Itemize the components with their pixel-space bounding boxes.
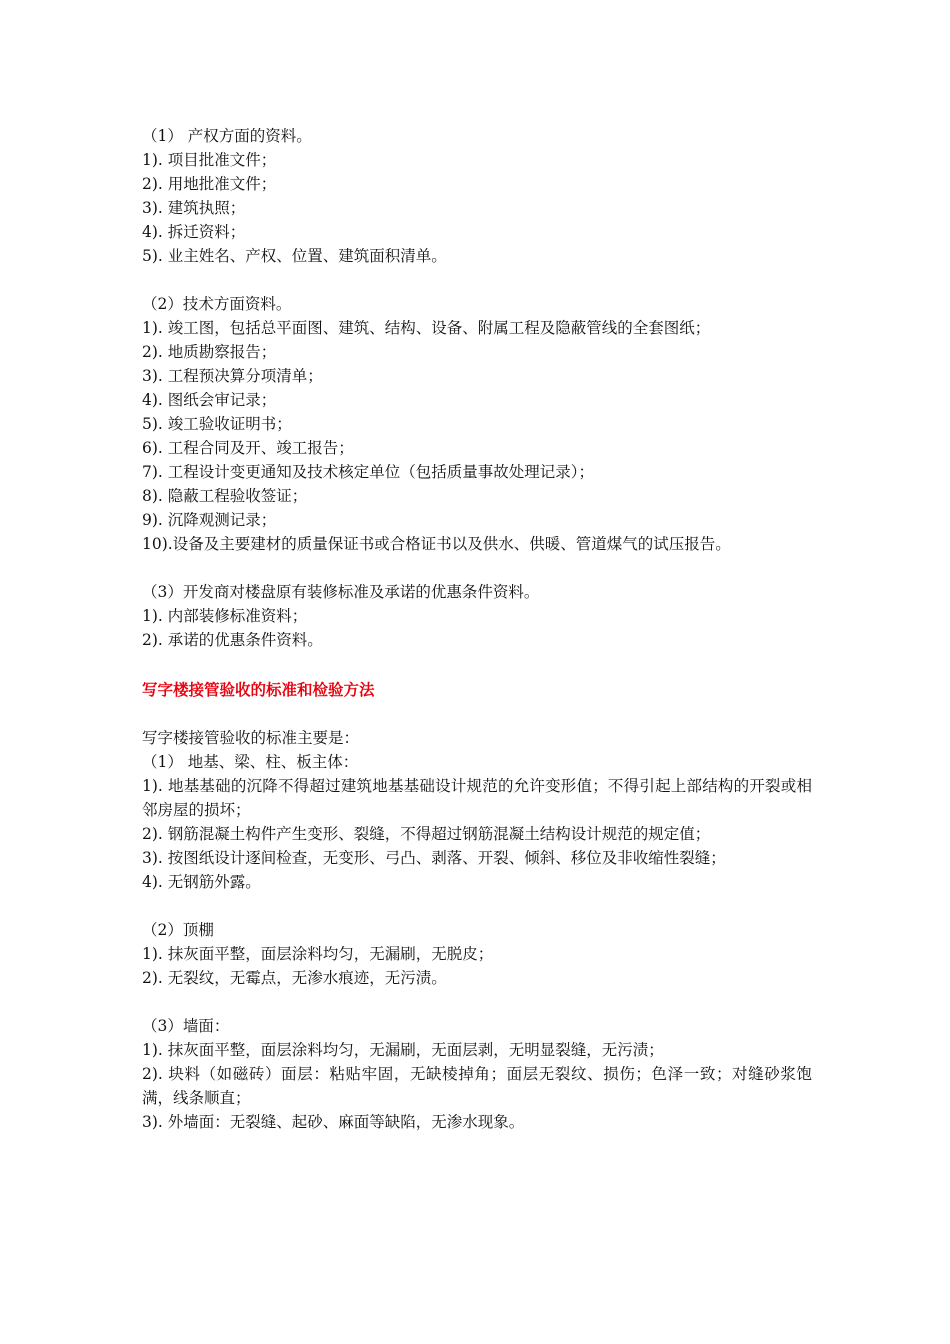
list-item: 6). 工程合同及开、竣工报告； xyxy=(142,439,354,457)
spacer xyxy=(142,652,812,676)
list-item: 7). 工程设计变更通知及技术核定单位（包括质量事故处理记录）； xyxy=(142,463,595,481)
list-item: 4). 图纸会审记录； xyxy=(142,391,277,409)
list-item: 10).设备及主要建材的质量保证书或合格证书以及供水、供暖、管道煤气的试压报告。 xyxy=(142,535,731,553)
section-heading: 写字楼接管验收的标准和检验方法 xyxy=(142,680,375,699)
section-title: （3）开发商对楼盘原有装修标准及承诺的优惠条件资料。 xyxy=(142,583,540,601)
list-item: 4). 拆迁资料； xyxy=(142,223,246,241)
list-item: 3). 工程预决算分项清单； xyxy=(142,367,323,385)
section-title: （2）顶棚 xyxy=(142,921,214,939)
list-item: 3). 外墙面：无裂缝、起砂、麻面等缺陷，无渗水现象。 xyxy=(142,1113,525,1131)
list-item: 2). 地质勘察报告； xyxy=(142,343,277,361)
list-item: 8). 隐蔽工程验收签证； xyxy=(142,487,308,505)
spacer xyxy=(142,556,812,580)
list-item: 1). 抹灰面平整，面层涂料均匀，无漏刷，无面层剥，无明显裂缝，无污渍； xyxy=(142,1041,664,1059)
list-item: 5). 业主姓名、产权、位置、建筑面积清单。 xyxy=(142,247,447,265)
spacer xyxy=(142,894,812,918)
list-item: 4). 无钢筋外露。 xyxy=(142,873,261,891)
section-title: （1） 地基、梁、柱、板主体： xyxy=(142,753,359,771)
list-item: 3). 按图纸设计逐间检查，无变形、弓凸、剥落、开裂、倾斜、移位及非收缩性裂缝； xyxy=(142,849,726,867)
section-title: （3）墙面： xyxy=(142,1017,230,1035)
spacer xyxy=(142,990,812,1014)
list-item: 2). 块料（如磁砖）面层：粘贴牢固，无缺棱掉角；面层无裂纹、损伤；色泽一致；对缝砂浆饱满，线条顺直； xyxy=(142,1065,812,1107)
list-item: 1). 内部装修标准资料； xyxy=(142,607,308,625)
spacer xyxy=(142,268,812,292)
standard-foundation xyxy=(142,750,812,894)
section-title: （2）技术方面资料。 xyxy=(142,295,292,313)
list-item: 1). 竣工图，包括总平面图、建筑、结构、设备、附属工程及隐蔽管线的全套图纸； xyxy=(142,319,711,337)
intro-text: 写字楼接管验收的标准主要是： xyxy=(142,729,360,747)
section-property xyxy=(142,124,812,268)
list-item: 2). 钢筋混凝土构件产生变形、裂缝，不得超过钢筋混凝土结构设计规范的规定值； xyxy=(142,825,711,843)
list-item: 1). 项目批准文件； xyxy=(142,151,277,169)
section-title: （1） 产权方面的资料。 xyxy=(142,127,312,145)
list-item: 9). 沉降观测记录； xyxy=(142,511,277,529)
list-item: 2). 用地批准文件； xyxy=(142,175,277,193)
list-item: 2). 承诺的优惠条件资料。 xyxy=(142,631,323,649)
list-item: 1). 抹灰面平整，面层涂料均匀，无漏刷，无脱皮； xyxy=(142,945,494,963)
standard-ceiling xyxy=(142,918,812,990)
list-item: 3). 建筑执照； xyxy=(142,199,246,217)
list-item: 5). 竣工验收证明书； xyxy=(142,415,292,433)
section-developer xyxy=(142,580,812,652)
section-technical xyxy=(142,292,812,556)
standard-wall xyxy=(142,1014,812,1134)
document-page xyxy=(142,124,812,1134)
spacer xyxy=(142,702,812,726)
list-item: 2). 无裂纹，无霉点，无渗水痕迹，无污渍。 xyxy=(142,969,447,987)
list-item: 1). 地基基础的沉降不得超过建筑地基基础设计规范的允许变形值；不得引起上部结构的开裂或相邻房屋的损坏； xyxy=(142,777,812,819)
